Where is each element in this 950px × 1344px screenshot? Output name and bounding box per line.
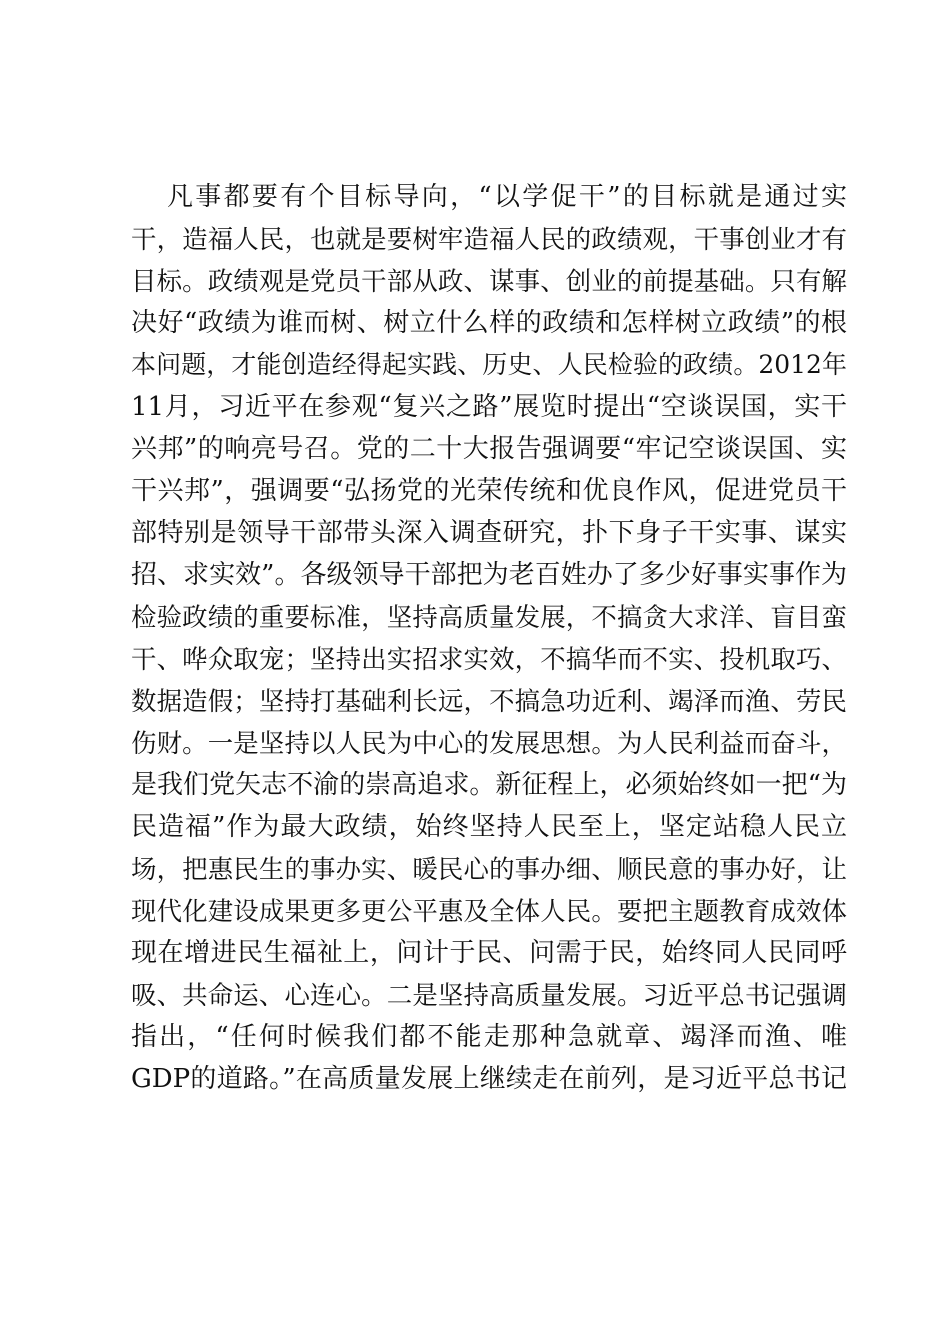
text-line: 本问题，才能创造经得起实践、历史、人民检验的政绩。2012年 (131, 350, 847, 379)
text-line: 是我们党矢志不渝的崇高追求。新征程上，必须始终如一把“为 (131, 770, 847, 800)
text-line: 干、哗众取宠；坚持出实招求实效，不搞华而不实、投机取巧、 (131, 644, 847, 674)
text-line: 场，把惠民生的事办实、暖民心的事办细、顺民意的事办好，让 (131, 854, 847, 884)
text-line: GDP的道路。”在高质量发展上继续走在前列，是习近平总书记 (131, 1064, 847, 1094)
text-line: 干兴邦”，强调要“弘扬党的光荣传统和优良作风，促进党员干 (131, 476, 847, 506)
text-line: 兴邦”的响亮号召。党的二十大报告强调要“牢记空谈误国、实 (131, 434, 847, 464)
body-paragraph (131, 176, 847, 1100)
text-line: 吸、共命运、心连心。二是坚持高质量发展。习近平总书记强调 (131, 980, 847, 1010)
text-line: 现代化建设成果更多更公平惠及全体人民。要把主题教育成效体 (131, 896, 847, 926)
text-line: 干，造福人民，也就是要树牢造福人民的政绩观，干事创业才有 (131, 224, 847, 254)
text-line: 决好“政绩为谁而树、树立什么样的政绩和怎样树立政绩”的根 (131, 308, 847, 338)
text-line: 凡事都要有个目标导向，“以学促干”的目标就是通过实 (167, 182, 847, 212)
text-line: 民造福”作为最大政绩，始终坚持人民至上，坚定站稳人民立 (131, 812, 847, 842)
text-line: 11月，习近平在参观“复兴之路”展览时提出“空谈误国，实干 (131, 392, 847, 422)
text-line: 部特别是领导干部带头深入调查研究，扑下身子干实事、谋实 (131, 518, 847, 548)
text-line: 目标。政绩观是党员干部从政、谋事、创业的前提基础。只有解 (131, 266, 847, 296)
text-line: 招、求实效”。各级领导干部把为老百姓办了多少好事实事作为 (131, 560, 847, 590)
text-line: 伤财。一是坚持以人民为中心的发展思想。为人民利益而奋斗， (131, 728, 847, 758)
text-line: 检验政绩的重要标准，坚持高质量发展，不搞贪大求洋、盲目蛮 (131, 602, 847, 632)
text-line: 数据造假；坚持打基础利长远，不搞急功近利、竭泽而渔、劳民 (131, 686, 847, 716)
text-line: 现在增进民生福祉上，问计于民、问需于民，始终同人民同呼 (131, 938, 847, 968)
text-line: 指出，“任何时候我们都不能走那种急就章、竭泽而渔、唯 (131, 1022, 847, 1052)
